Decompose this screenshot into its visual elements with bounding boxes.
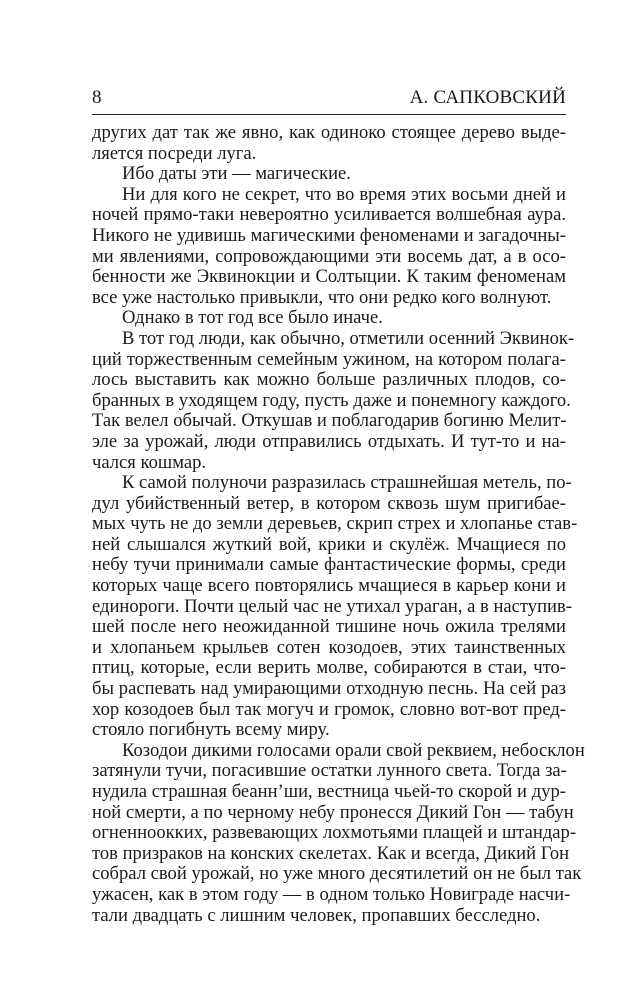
text-line: небу тучи принимали самые фантастические формы, среди: [92, 554, 566, 576]
text-line: Козодои дикими голосами орали свой реквием, небосклон: [122, 739, 585, 761]
text-line: огненноокких, развевающих лохмотьями плащей и штандар-: [92, 822, 577, 844]
text-line: дул убийственный ветер, в котором сквозь шум пригибае-: [92, 492, 566, 514]
text-line: ми явлениями, сопровождающими эти восемь дат, а в осо-: [92, 245, 566, 267]
text-line: бы распевать над умирающими отходную песнь. На сей раз: [92, 678, 566, 700]
text-line: тов призраков на конских скелетах. Как и всегда, Дикий Гон: [92, 842, 570, 864]
page-number: 8: [92, 87, 102, 108]
text-line: ней слышался жуткий вой, крики и скулёж. Мчащиеся по: [92, 533, 566, 555]
text-line: шей после него неожиданной тишине ночь ожила трелями: [92, 616, 566, 638]
text-line: нудила страшная беанн’ши, вестница чьей-то скорой и дур-: [92, 781, 566, 802]
author-name: А. САПКОВСКИЙ: [409, 87, 566, 108]
text-line: Так велел обычай. Откушав и поблагодарив богиню Мелит-: [92, 410, 567, 432]
text-line: бенности же Эквинокции и Солтыции. К таким феноменам: [92, 266, 566, 288]
text-line: птиц, которые, если верить молве, собираются в стаи, что-: [92, 657, 566, 679]
text-line: хор козодоев был так могуч и громок, словно вот-вот пред-: [92, 698, 566, 720]
text-line: ночей прямо-таки невероятно усиливается волшебная аура.: [92, 204, 566, 226]
text-line: ужасен, как в этом году — в одном только Новиграде насчи-: [92, 883, 571, 905]
text-line: Ибо даты эти — магические.: [122, 163, 351, 185]
text-line: Ни для кого не секрет, что во время этих восьми дней и: [122, 183, 566, 205]
text-line: все уже настолько привыкли, что они редко кого волнуют.: [92, 286, 552, 308]
text-line: Однако в тот год все было иначе.: [122, 307, 383, 329]
text-line: чался кошмар.: [92, 451, 207, 473]
body-text: [92, 122, 585, 926]
running-head: [92, 86, 566, 115]
text-line: других дат так же явно, как одиноко стоящее дерево выде-: [92, 122, 566, 143]
text-line: Никого не удивишь магическими феноменами и загадочны-: [92, 224, 566, 246]
text-line: тали двадцать с лишним человек, пропавших бесследно.: [92, 904, 541, 926]
text-line: ляется посреди луга.: [92, 142, 257, 164]
text-line: бранных в уходящем году, пусть даже и понемногу каждого.: [92, 389, 571, 411]
text-line: единороги. Почти целый час не утихал ураган, а в наступив-: [92, 595, 572, 617]
text-line: стояло погибнуть всему миру.: [92, 719, 330, 741]
book-page: [92, 86, 585, 926]
text-line: К самой полуночи разразилась страшнейшая метель, по-: [122, 472, 572, 494]
text-line: ций торжественным семейным ужином, на котором полага-: [92, 348, 566, 370]
text-line: затянули тучи, погасившие остатки лунного света. Тогда за-: [92, 760, 567, 782]
text-line: мых чуть не до земли деревьев, скрип стрех и хлопанье став-: [92, 513, 578, 535]
text-line: и хлопаньем крыльев сотен козодоев, этих таинственных: [92, 636, 566, 658]
text-line: эле за урожай, люди отправились отдыхать. И тут-то и на-: [92, 430, 566, 452]
text-line: лось выставить как можно больше различных плодов, со-: [92, 369, 566, 391]
text-line: В тот год люди, как обычно, отметили осенний Эквинок-: [122, 327, 575, 349]
text-line: которых чаще всего повторялись мчащиеся в карьер кони и: [92, 575, 566, 597]
text-line: ной смерти, а по черному небу пронесся Дикий Гон — табун: [92, 801, 574, 823]
text-line: собрал свой урожай, но уже много десятилетий он не был так: [92, 863, 582, 885]
